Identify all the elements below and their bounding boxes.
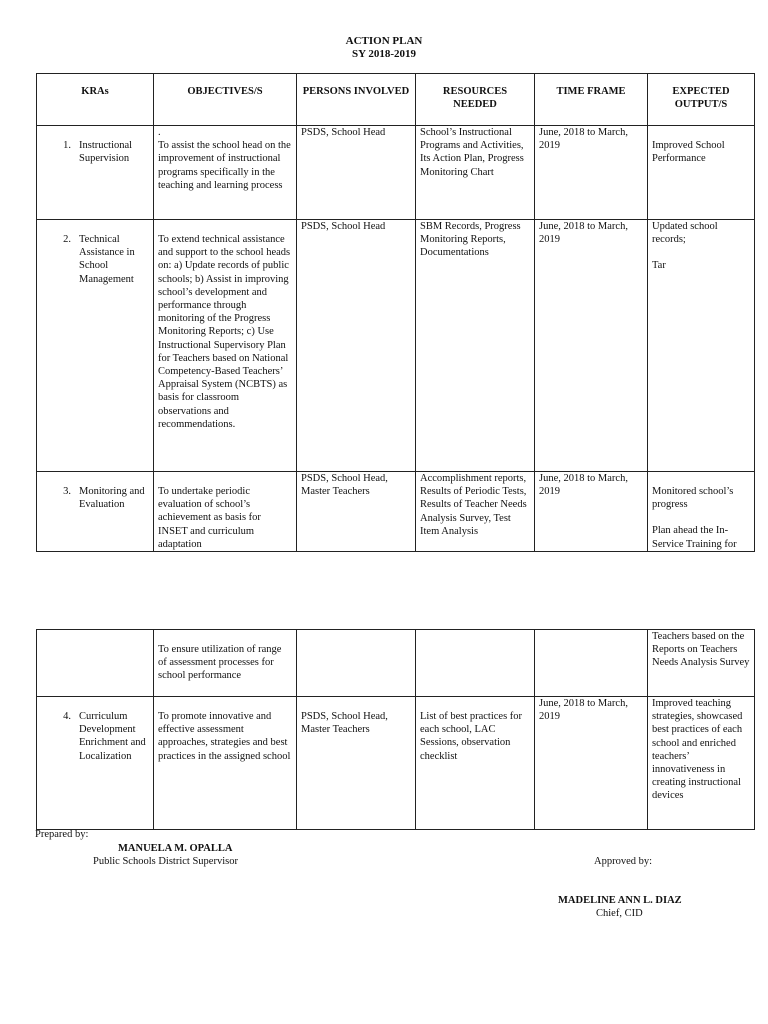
output-cell-4: Improved teaching strategies, showcased best practices of each school and enriched teachers’ innovativeness in creating instructional devices <box>648 697 755 830</box>
kra-label: Instructional Supervision <box>79 140 133 165</box>
kra-cell-3 <box>37 472 154 552</box>
objective-dot: . <box>158 127 161 138</box>
output-cell-2 <box>648 220 755 472</box>
objective-text: To assist the school head on the improvement of instructional programs specifically in the teaching and learning process <box>158 140 291 191</box>
header-output: EXPECTED OUTPUT/S <box>648 74 755 126</box>
resources-cell-1: School’s Instructional Programs and Activities, Its Action Plan, Progress Monitoring Chart <box>416 126 535 220</box>
kra-cell-continued <box>37 630 154 697</box>
timeframe-cell-4: June, 2018 to March, 2019 <box>535 697 648 830</box>
resources-cell-continued <box>416 630 535 697</box>
timeframe-cell-1: June, 2018 to March, 2019 <box>535 126 648 220</box>
persons-cell-2: PSDS, School Head <box>297 220 416 472</box>
document-title: ACTION PLAN <box>345 35 423 47</box>
persons-cell-continued <box>297 630 416 697</box>
output-line: Updated school records; <box>652 221 718 246</box>
header-resources: RESOURCES NEEDED <box>416 74 535 126</box>
output-line: Monitored school’s progress <box>652 486 734 511</box>
preparer-title: Public Schools District Supervisor <box>93 856 238 867</box>
kra-label: Technical Assistance in School Management <box>79 234 135 285</box>
header-persons: PERSONS INVOLVED <box>297 74 416 126</box>
kra-label: Curriculum Development Enrichment and Localization <box>79 711 146 762</box>
timeframe-cell-continued <box>535 630 648 697</box>
preparer-name: MANUELA M. OPALLA <box>118 843 233 854</box>
resources-cell-4: List of best practices for each school, LAC Sessions, observation checklist <box>416 697 535 830</box>
kra-number: 1. <box>63 140 71 151</box>
resources-cell-2: SBM Records, Progress Monitoring Reports, Documentations <box>416 220 535 472</box>
kra-number: 3. <box>63 486 71 497</box>
timeframe-cell-3: June, 2018 to March, 2019 <box>535 472 648 552</box>
header-kras: KRAs <box>37 74 154 126</box>
kra-cell-2 <box>37 220 154 472</box>
persons-cell-3: PSDS, School Head, Master Teachers <box>297 472 416 552</box>
output-cell-continued: Teachers based on the Reports on Teachers Needs Analysis Survey <box>648 630 755 697</box>
persons-cell-4: PSDS, School Head, Master Teachers <box>297 697 416 830</box>
timeframe-cell-2: June, 2018 to March, 2019 <box>535 220 648 472</box>
approved-by-label: Approved by: <box>594 856 653 867</box>
objective-cell-1 <box>154 126 297 220</box>
document-subtitle: SY 2018-2019 <box>351 48 417 60</box>
output-line: Plan ahead the In-Service Training for <box>652 525 737 550</box>
action-plan-table-continued <box>36 629 755 830</box>
approver-title: Chief, CID <box>596 908 643 919</box>
approver-name: MADELINE ANN L. DIAZ <box>558 895 682 906</box>
kra-number: 4. <box>63 711 71 722</box>
kra-cell-4 <box>37 697 154 830</box>
resources-cell-3: Accomplishment reports, Results of Periodic Tests, Results of Teacher Needs Analysis Survey, Test Item Analysis <box>416 472 535 552</box>
output-cell-1: Improved School Performance <box>648 126 755 220</box>
kra-label: Monitoring and Evaluation <box>79 486 145 511</box>
kra-number: 2. <box>63 234 71 245</box>
header-objectives: OBJECTIVES/S <box>154 74 297 126</box>
persons-cell-1: PSDS, School Head <box>297 126 416 220</box>
objective-cell-continued: To ensure utilization of range of assessment processes for school performance <box>154 630 297 697</box>
objective-cell-3: To undertake periodic evaluation of school’s achievement as basis for INSET and curriculum adaptation <box>154 472 297 552</box>
objective-cell-2: To extend technical assistance and support to the school heads on: a) Update records of public schools; b) Assist in improving school’s development and performance through monitoring of the Progress Monitoring Reports; c) Use Instructional Supervisory Plan for Teachers based on National Competency-Based Teachers’ Appraisal System (NCBTS) as basis for classroom observations and recommendations. <box>154 220 297 472</box>
prepared-by-label: Prepared by: <box>35 829 89 840</box>
kra-cell-1 <box>37 126 154 220</box>
output-cell-3 <box>648 472 755 552</box>
objective-cell-4: To promote innovative and effective assessment approaches, strategies and best practices in the assigned school <box>154 697 297 830</box>
action-plan-table <box>36 73 755 552</box>
output-line: Tar <box>652 260 666 272</box>
header-timeframe: TIME FRAME <box>535 74 648 126</box>
